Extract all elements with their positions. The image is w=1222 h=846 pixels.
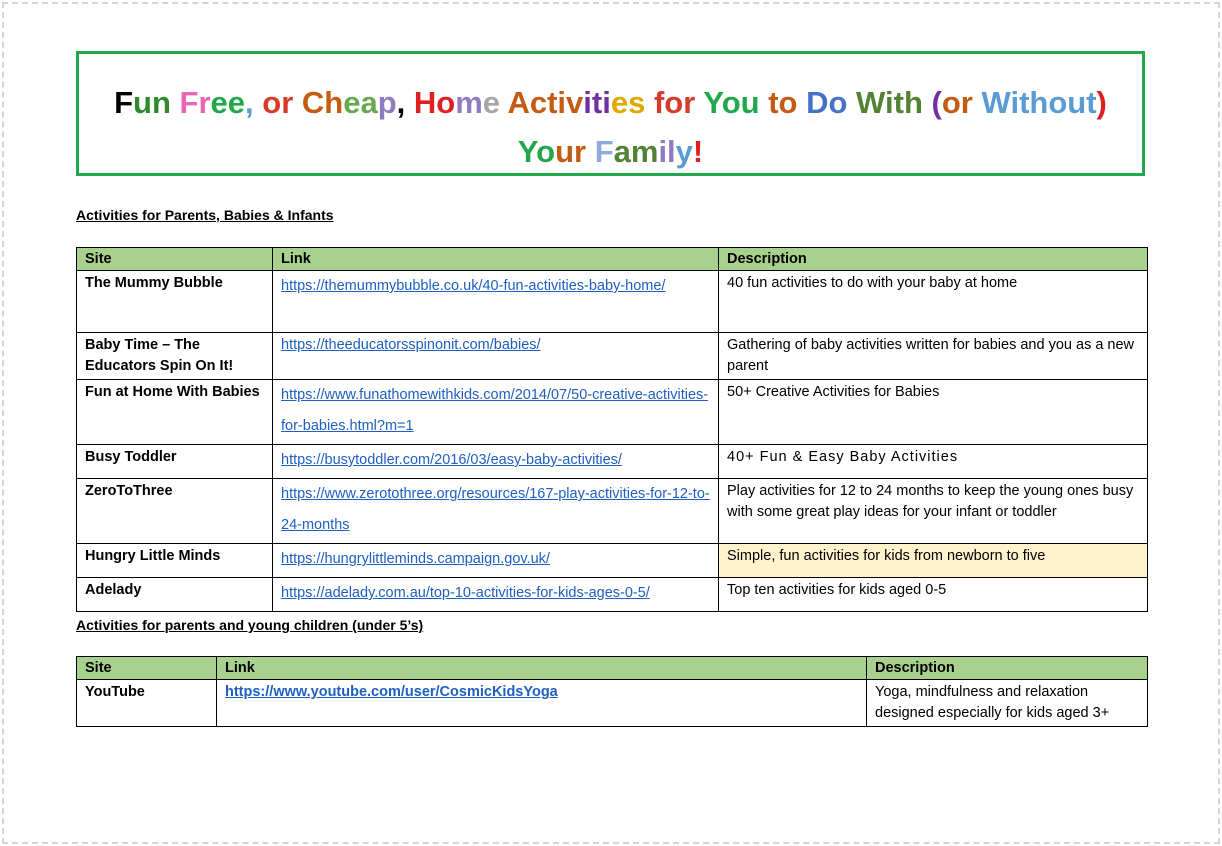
site-link[interactable]: https://www.youtube.com/user/CosmicKidsYoga: [225, 684, 558, 700]
site-cell: Fun at Home With Babies: [77, 380, 273, 445]
title-segment: to: [768, 85, 807, 120]
header-description: Description: [867, 657, 1148, 680]
header-link: Link: [217, 657, 867, 680]
title-segment: With: [856, 85, 932, 120]
title-segment: Ch: [301, 85, 344, 120]
description-cell: 50+ Creative Activities for Babies: [719, 380, 1148, 445]
table-row: [77, 271, 1148, 333]
description-cell: Simple, fun activities for kids from newborn to five: [719, 544, 1148, 578]
title-segment: ur: [555, 134, 595, 169]
title-segment: ,: [245, 85, 263, 120]
table-babies: [76, 247, 1148, 612]
site-link[interactable]: https://www.funathomewithkids.com/2014/07/50-creative-activities-for-babies.html?m=1: [281, 387, 709, 434]
table-row: [77, 578, 1148, 612]
site-link[interactable]: https://busytoddler.com/2016/03/easy-baby-activities/: [281, 452, 622, 468]
title-segment: or: [941, 85, 982, 120]
title-line-2: [79, 127, 1142, 176]
description-cell: 40 fun activities to do with your baby at home: [719, 271, 1148, 333]
title-segment: Activ: [507, 85, 584, 120]
table-row: [77, 445, 1148, 479]
section-heading-babies: Activities for Parents, Babies & Infants: [76, 207, 334, 223]
description-cell: Play activities for 12 to 24 months to keep the young ones busy with some great play ideas for your infant or toddler: [719, 479, 1148, 544]
table-row: [77, 380, 1148, 445]
title-segment: F: [114, 85, 134, 120]
title-segment: Yo: [517, 134, 556, 169]
header-link: Link: [273, 248, 719, 271]
site-link[interactable]: https://adelady.com.au/top-10-activities-for-kids-ages-0-5/: [281, 585, 650, 601]
table-row: [77, 680, 1148, 727]
site-cell: YouTube: [77, 680, 217, 727]
site-cell: Adelady: [77, 578, 273, 612]
site-link[interactable]: https://theeducatorsspinonit.com/babies/: [281, 337, 541, 353]
title-segment: You: [703, 85, 769, 120]
title-segment: Fr: [179, 85, 211, 120]
table-row: [77, 544, 1148, 578]
description-cell: Top ten activities for kids aged 0-5: [719, 578, 1148, 612]
title-segment: for: [653, 85, 704, 120]
site-link[interactable]: https://www.zerotothree.org/resources/167-play-activities-for-12-to-24-months: [281, 486, 710, 533]
site-cell: Baby Time – The Educators Spin On It!: [77, 333, 273, 380]
title-segment: Without: [981, 85, 1097, 120]
title-segment: Do: [806, 85, 857, 120]
table-young-children: [76, 656, 1148, 727]
site-cell: The Mummy Bubble: [77, 271, 273, 333]
site-link[interactable]: https://hungrylittleminds.campaign.gov.uk/: [281, 551, 550, 567]
title-segment: ee: [210, 85, 246, 120]
site-cell: Hungry Little Minds: [77, 544, 273, 578]
title-segment: am: [613, 134, 659, 169]
title-segment: (: [931, 85, 942, 120]
section-heading-young-children: Activities for parents and young children (under 5’s): [76, 617, 424, 633]
title-segment: p: [377, 85, 397, 120]
table-row: [77, 479, 1148, 544]
header-description: Description: [719, 248, 1148, 271]
table-header-row: [77, 248, 1148, 271]
description-cell: Yoga, mindfulness and relaxation designed especially for kids aged 3+: [867, 680, 1148, 727]
description-cell: Gathering of baby activities written for babies and you as a new parent: [719, 333, 1148, 380]
title-segment: iti: [583, 85, 611, 120]
table-row: [77, 333, 1148, 380]
title-segment: F: [594, 134, 614, 169]
title-segment: un: [133, 85, 180, 120]
title-segment: es: [610, 85, 654, 120]
site-cell: ZeroToThree: [77, 479, 273, 544]
site-cell: Busy Toddler: [77, 445, 273, 479]
title-segment: e: [482, 85, 508, 120]
description-cell: 40+ Fun & Easy Baby Activities: [719, 445, 1148, 479]
title-box: [76, 51, 1145, 176]
title-segment: ea: [343, 85, 378, 120]
table-header-row: [77, 657, 1148, 680]
site-link[interactable]: https://themummybubble.co.uk/40-fun-activities-baby-home/: [281, 278, 666, 294]
title-segment: ): [1096, 85, 1107, 120]
header-site: Site: [77, 248, 273, 271]
title-segment: il: [658, 134, 676, 169]
title-line-1: [79, 78, 1142, 127]
title-segment: Ho: [413, 85, 456, 120]
header-site: Site: [77, 657, 217, 680]
title-segment: or: [262, 85, 302, 120]
title-segment: !: [692, 134, 704, 169]
title-segment: m: [455, 85, 483, 120]
title-segment: ,: [396, 85, 414, 120]
title-segment: y: [675, 134, 693, 169]
